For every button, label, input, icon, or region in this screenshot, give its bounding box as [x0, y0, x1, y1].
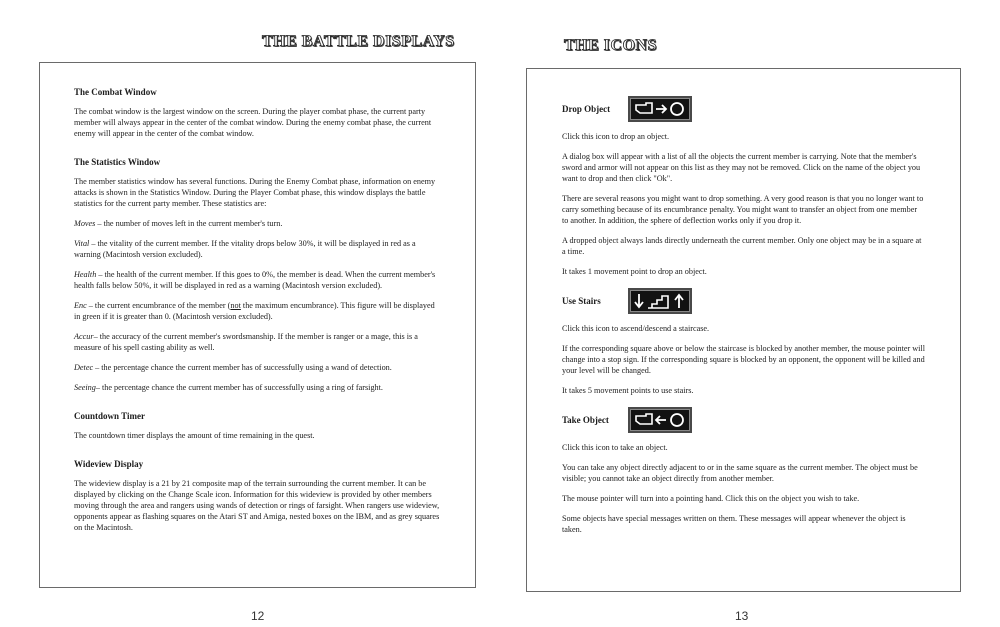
drop-object-p4: A dropped object always lands directly underneath the current member. Only one object may be in a square at a time.	[562, 236, 922, 256]
use-stairs-p3: It takes 5 movement points to use stairs.	[562, 386, 694, 395]
section-heading-combat-window: The Combat Window	[74, 87, 157, 97]
stat-enc	[74, 300, 441, 322]
take-object-p4: Some objects have special messages written on them. These messages will appear whenever the object is taken.	[562, 514, 906, 534]
stat-desc: – the number of moves left in the current member's turn.	[95, 219, 283, 228]
use-stairs-p2: If the corresponding square above or below the staircase is blocked by another member, the mouse pointer will change into a stop sign. If the corresponding square is blocked by an opponent, the opponent will be killed and your level will be changed.	[562, 344, 925, 375]
section-heading-use-stairs: Use Stairs	[562, 296, 601, 306]
use-stairs-row	[562, 285, 925, 317]
stat-desc: – the accuracy of the current member's swordsmanship. If the member is ranger or a mage, this is a measure of his spell casting ability as well.	[74, 332, 418, 352]
stat-emphasis: not	[230, 301, 241, 310]
stat-health	[74, 269, 441, 291]
take-object-row	[562, 404, 925, 436]
section-heading-statistics-window: The Statistics Window	[74, 157, 161, 167]
drop-object-row	[562, 93, 925, 125]
stat-moves	[74, 218, 441, 229]
use-stairs-p1: Click this icon to ascend/descend a staircase.	[562, 324, 710, 333]
stairs-icon	[628, 288, 692, 314]
stat-term: Enc	[74, 301, 87, 310]
stat-desc: – the percentage chance the current member has of successfully using a wand of detection.	[93, 363, 392, 372]
wideview-display-text: The wideview display is a 21 by 21 composite map of the terrain surrounding the current member. It can be displayed by clicking on the Change Scale icon. Information for this wideview is provided by other members moving through the area and rangers using wands of detection or rings of farsight. When rangers use wideview, opponents appear as flashing squares on the Atari ST and Amiga, nested boxes on the IBM, and as grey squares on the Macintosh.	[74, 479, 440, 532]
stat-term: Detec	[74, 363, 94, 372]
stat-term: Moves	[74, 219, 96, 228]
content-frame	[39, 62, 476, 588]
take-object-icon	[628, 407, 692, 433]
stat-term: Seeing	[74, 383, 96, 392]
stat-accur	[74, 331, 441, 353]
page-title: THE BATTLE DISPLAYS	[262, 33, 455, 50]
statistics-window-text: The member statistics window has several functions. During the Enemy Combat phase, information on enemy attacks is shown in the Statistics Window. During the Player Combat phase, this window displays the battle statistics for the current party member. These statistics are:	[74, 177, 436, 208]
content-frame	[526, 68, 961, 592]
section-heading-drop-object: Drop Object	[562, 104, 611, 114]
stat-desc: – the vitality of the current member. If the vitality drops below 30%, it will be displayed in red as a warning (Macintosh version excluded).	[74, 239, 416, 259]
take-object-p3: The mouse pointer will turn into a pointing hand. Click this on the object you wish to take.	[562, 494, 860, 503]
countdown-timer-text: The countdown timer displays the amount of time remaining in the quest.	[74, 431, 315, 440]
stat-desc: – the percentage chance the current member has of successfully using a ring of farsight.	[95, 383, 383, 392]
drop-object-icon	[628, 96, 692, 122]
drop-object-p5: It takes 1 movement point to drop an object.	[562, 267, 707, 276]
stat-desc: the maximum encumbrance). This figure will be displayed in green if it is greater than 0. (Macintosh version excluded).	[74, 301, 435, 321]
stat-term: Vital	[74, 239, 90, 248]
section-heading-wideview-display: Wideview Display	[74, 459, 144, 469]
section-heading-countdown-timer: Countdown Timer	[74, 411, 145, 421]
stat-term: Health	[74, 270, 97, 279]
section-heading-take-object: Take Object	[562, 415, 609, 425]
drop-object-p2: A dialog box will appear with a list of all the objects the current member is carrying. Note that the member's sword and armor will not appear on this list as they may not be removed. Click on the name of the object you want to drop and then click "Ok".	[562, 152, 921, 183]
drop-object-p1: Click this icon to drop an object.	[562, 132, 670, 141]
stat-vital	[74, 238, 441, 260]
drop-object-p3: There are several reasons you might want to drop something. A very good reason is that you no longer want to carry something because of its encumbrance penalty. You might want to transfer an object from one member to another. In addition, the sphere of deflection works only if you drop it.	[562, 194, 924, 225]
stat-term: Accur	[74, 332, 94, 341]
combat-window-text: The combat window is the largest window on the screen. During the player combat phase, the current party member will always appear in the center of the combat window. During the enemy combat phase, the current enemy will appear in the center of the combat window.	[74, 107, 432, 138]
page-number: 13	[735, 609, 749, 623]
right-page	[500, 0, 1000, 627]
stat-desc: – the current encumbrance of the member (	[86, 301, 231, 310]
page-number: 12	[251, 609, 265, 623]
stat-detec	[74, 362, 441, 373]
stat-desc: – the health of the current member. If this goes to 0%, the member is dead. When the current member's health falls below 50%, it will be displayed in red as a warning (Macintosh version excluded).	[74, 270, 436, 290]
take-object-p2: You can take any object directly adjacent to or in the same square as the current member. The object must be visible; you cannot take an object directly from another member.	[562, 463, 918, 483]
stat-seeing	[74, 382, 441, 393]
take-object-p1: Click this icon to take an object.	[562, 443, 668, 452]
page-title: THE ICONS	[564, 37, 657, 54]
